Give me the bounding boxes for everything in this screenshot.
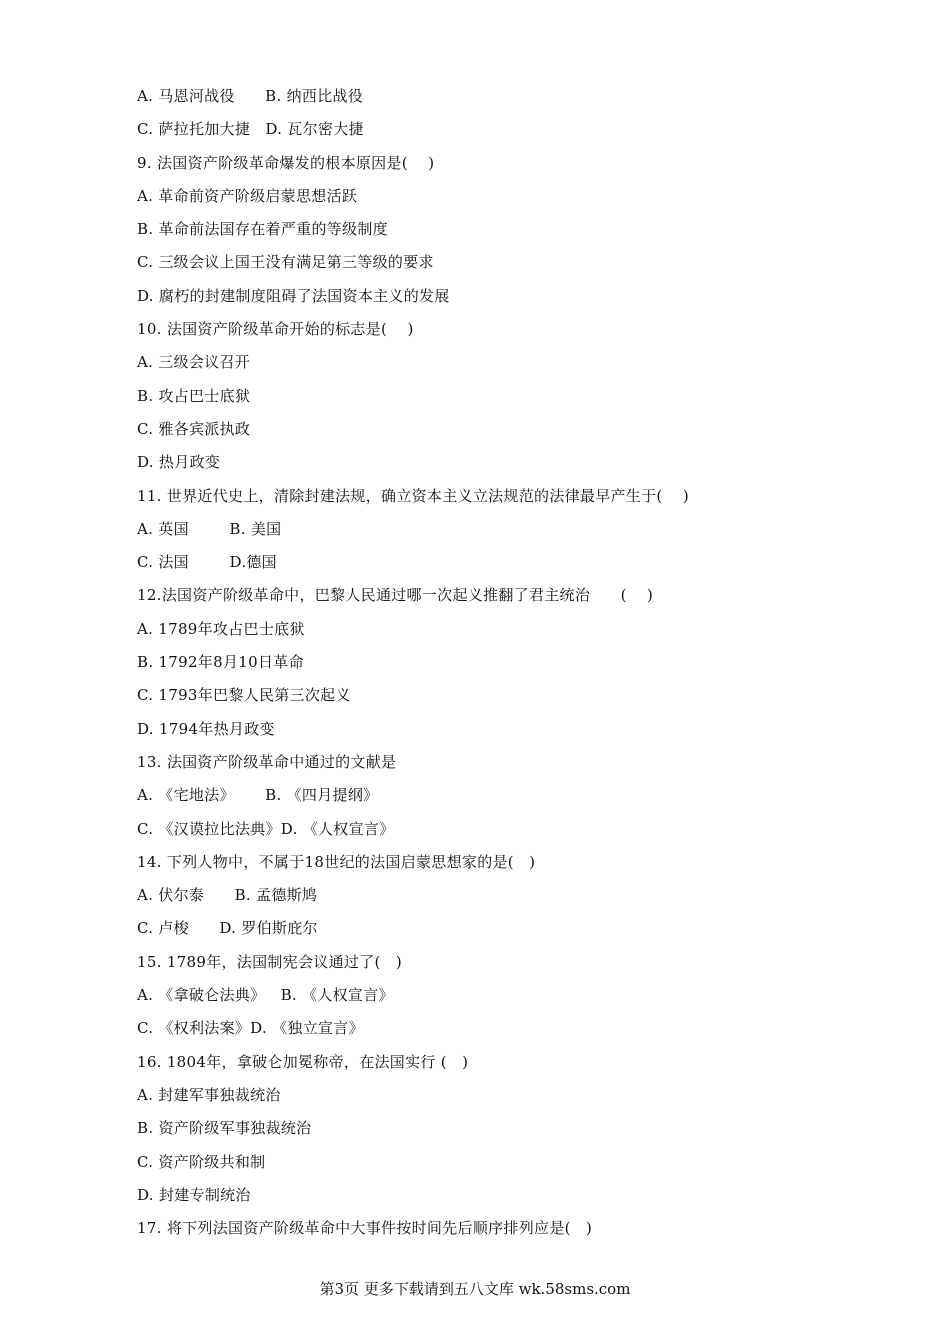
option-line: B. 革命前法国存在着严重的等级制度 <box>137 220 388 239</box>
option-line: C. 萨拉托加大捷 D. 瓦尔密大捷 <box>137 120 364 139</box>
option-line: B. 资产阶级军事独裁统治 <box>137 1119 312 1138</box>
question-line: 11. 世界近代史上，清除封建法规，确立资本主义立法规范的法律最早产生于( ) <box>137 486 690 505</box>
option-line: A. 《拿破仑法典》 B. 《人权宣言》 <box>137 986 394 1005</box>
question-line: 9. 法国资产阶级革命爆发的根本原因是( ) <box>137 153 435 172</box>
question-line: 15. 1789年，法国制宪会议通过了( ) <box>137 952 403 971</box>
option-line: D. 腐朽的封建制度阻碍了法国资本主义的发展 <box>137 286 450 305</box>
option-line: C. 卢梭 D. 罗伯斯庇尔 <box>137 919 318 938</box>
question-line: 10. 法国资产阶级革命开始的标志是( ) <box>137 320 414 339</box>
option-line: C. 1793年巴黎人民第三次起义 <box>137 686 351 705</box>
question-list <box>137 80 897 1245</box>
option-line: A. 1789年攻占巴士底狱 <box>137 619 305 638</box>
option-line: C. 资产阶级共和制 <box>137 1152 266 1171</box>
option-line: D. 封建专制统治 <box>137 1185 251 1204</box>
option-line: A. 伏尔泰 B. 孟德斯鸠 <box>137 886 318 905</box>
question-line: 14. 下列人物中，不属于18世纪的法国启蒙思想家的是( ) <box>137 852 536 871</box>
option-line: D. 1794年热月政变 <box>137 719 275 738</box>
option-line: C. 《汉谟拉比法典》D. 《人权宣言》 <box>137 819 395 838</box>
option-line: A. 革命前资产阶级启蒙思想活跃 <box>137 186 358 205</box>
option-line: A. 英国 B. 美国 <box>137 519 282 538</box>
option-line: B. 攻占巴士底狱 <box>137 386 251 405</box>
option-line: C. 三级会议上国王没有满足第三等级的要求 <box>137 253 434 272</box>
option-line: C. 法国 D.德国 <box>137 553 277 572</box>
option-line: A. 三级会议召开 <box>137 353 251 372</box>
question-line: 13. 法国资产阶级革命中通过的文献是 <box>137 752 397 771</box>
option-line: D. 热月政变 <box>137 453 221 472</box>
question-line: 12.法国资产阶级革命中，巴黎人民通过哪一次起义推翻了君主统治 ( ) <box>137 586 654 605</box>
option-line: A. 马恩河战役 B. 纳西比战役 <box>137 87 364 105</box>
option-line: A. 《宅地法》 B. 《四月提纲》 <box>137 786 379 805</box>
question-line: 16. 1804年，拿破仑加冕称帝，在法国实行 ( ) <box>137 1052 469 1071</box>
option-line: B. 1792年8月10日革命 <box>137 653 304 672</box>
page-footer: 第3页 更多下载请到五八文库 wk.58sms.com <box>319 1280 631 1298</box>
option-line: A. 封建军事独裁统治 <box>137 1085 281 1104</box>
option-line: C. 雅各宾派执政 <box>137 419 251 438</box>
question-line: 17. 将下列法国资产阶级革命中大事件按时间先后顺序排列应是( ) <box>137 1219 593 1238</box>
option-line: C. 《权利法案》D. 《独立宣言》 <box>137 1019 364 1038</box>
